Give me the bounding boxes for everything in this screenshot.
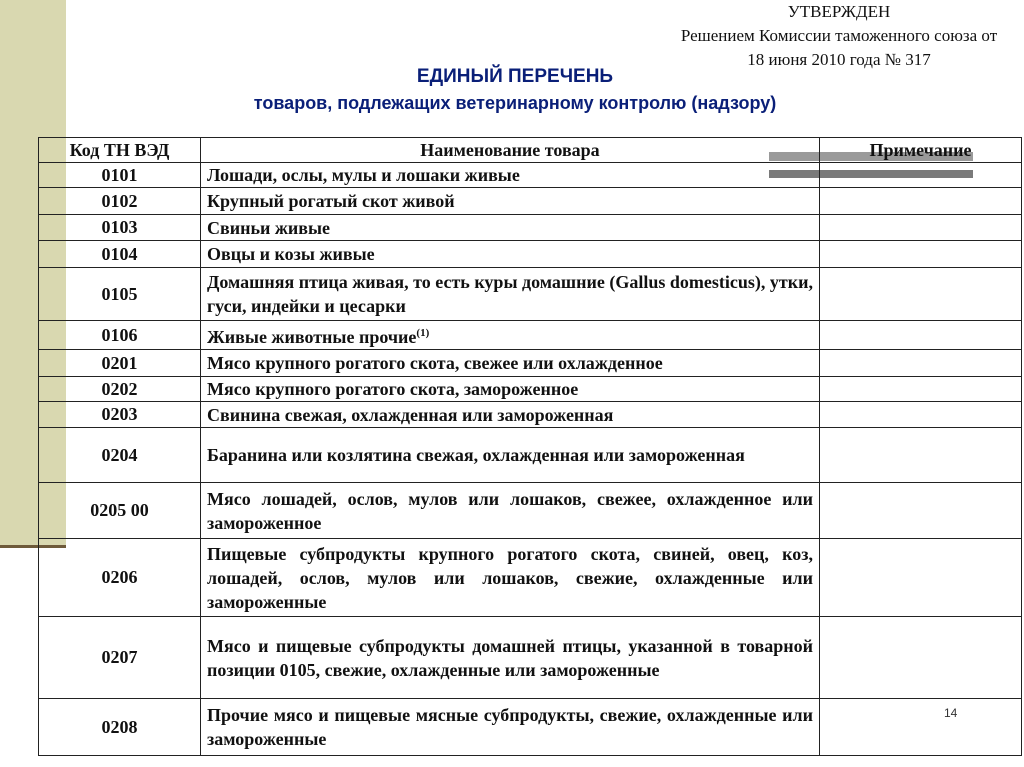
table-row [39,617,1022,699]
table-row [39,483,1022,539]
table-row [39,377,1022,402]
table-row [39,163,1022,188]
table-row [39,350,1022,377]
table-header-row [39,138,1022,163]
row-note [820,188,1022,215]
row-code: 0206 [39,539,201,617]
row-code: 0208 [39,699,201,756]
row-name: Мясо крупного рогатого скота, замороженное [201,377,820,402]
document-subtitle: товаров, подлежащих ветеринарному контролю (надзору) [253,93,777,113]
row-code: 0103 [39,215,201,241]
header-name: Наименование товара [201,138,820,163]
row-code: 0204 [39,428,201,483]
table-row [39,428,1022,483]
table-row [39,188,1022,215]
row-note [820,617,1022,699]
row-note [820,215,1022,241]
header-code: Код ТН ВЭД [39,138,201,163]
row-note [820,321,1022,350]
row-note [820,268,1022,321]
row-name: Лошади, ослы, мулы и лошаки живые [201,163,820,188]
row-name: Овцы и козы живые [201,241,820,268]
row-code: 0201 [39,350,201,377]
approval-stamp [674,0,1004,72]
row-name: Баранина или козлятина свежая, охлажденная или замороженная [201,428,820,483]
row-name: Мясо лошадей, ослов, мулов или лошаков, свежее, охлажденное или замороженное [201,483,820,539]
row-name: Крупный рогатый скот живой [201,188,820,215]
row-note [820,483,1022,539]
row-code: 0102 [39,188,201,215]
row-code: 0104 [39,241,201,268]
row-name: Мясо и пищевые субпродукты домашней птицы, указанной в товарной позиции 0105, свежие, охлажденные или замороженные [201,617,820,699]
row-code: 0202 [39,377,201,402]
row-code: 0101 [39,163,201,188]
header-note: Примечание [820,138,1022,163]
row-code: 0105 [39,268,201,321]
row-name: Прочие мясо и пищевые мясные субпродукты, свежие, охлажденные или замороженные [201,699,820,756]
row-code: 0207 [39,617,201,699]
row-code: 0106 [39,321,201,350]
approval-line-3: 18 июня 2010 года № 317 [747,50,931,69]
footnote-marker: (1) [416,327,430,339]
document-title: ЕДИНЫЙ ПЕРЕЧЕНЬ [416,66,614,87]
row-note [820,163,1022,188]
table-row [39,539,1022,617]
row-name: Свинина свежая, охлажденная или замороженная [201,402,820,428]
row-note [820,377,1022,402]
row-name: Пищевые субпродукты крупного рогатого скота, свиней, овец, коз, лошадей, ослов, мулов или лошаков, свежие, охлажденные или замороженные [201,539,820,617]
row-code: 0203 [39,402,201,428]
table-row [39,699,1022,756]
row-name [201,321,820,350]
table-row [39,402,1022,428]
slide-number: 14 [944,706,958,720]
row-note [820,241,1022,268]
row-name: Домашняя птица живая, то есть куры домашние (Gallus domesticus), утки, гуси, индейки и цесарки [201,268,820,321]
row-note [820,539,1022,617]
table-row [39,215,1022,241]
row-note [820,402,1022,428]
row-name: Свиньи живые [201,215,820,241]
row-name-text: Живые животные прочие [207,327,417,347]
row-name: Мясо крупного рогатого скота, свежее или охлажденное [201,350,820,377]
row-note [820,350,1022,377]
approval-line-1: УТВЕРЖДЕН [787,2,891,21]
table-row [39,321,1022,350]
row-note [820,428,1022,483]
row-code: 0205 00 [39,483,201,539]
row-note [820,699,1022,756]
title-block [170,64,860,116]
goods-table [38,137,1022,756]
table-row [39,268,1022,321]
table-row [39,241,1022,268]
approval-line-2: Решением Комиссии таможенного союза от [680,26,998,45]
